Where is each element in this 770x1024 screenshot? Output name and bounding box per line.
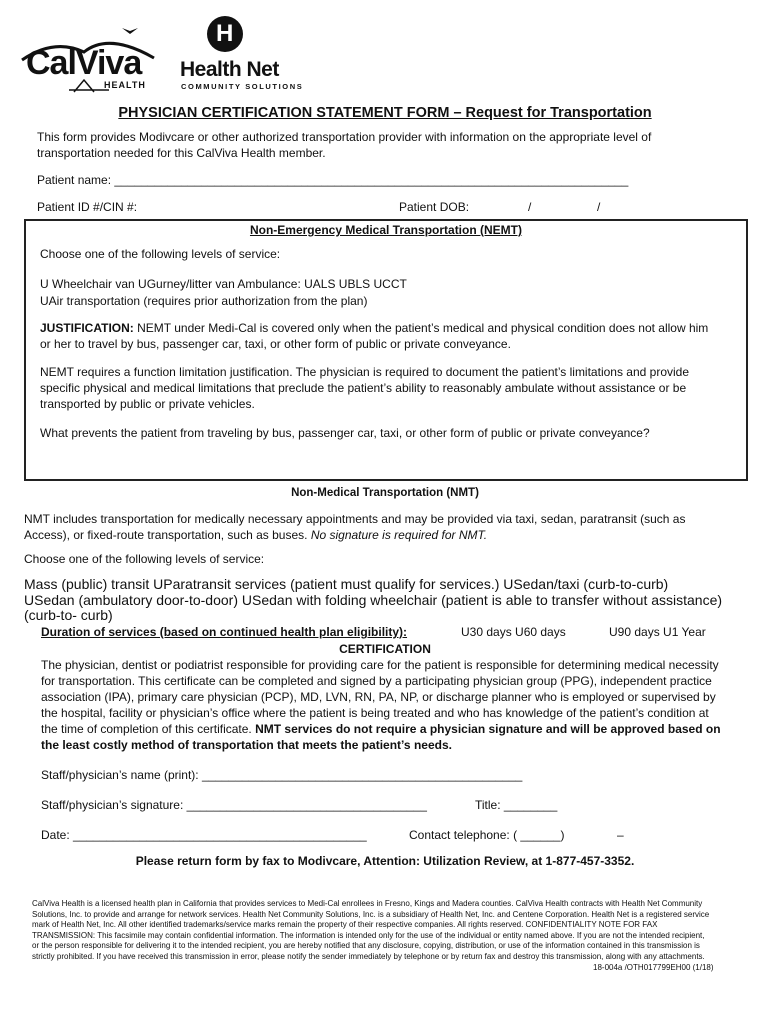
nemt-justification [40, 320, 720, 352]
calviva-health-label: HEALTH [104, 80, 146, 90]
date-field[interactable]: Date: ____________________________________________ [41, 828, 367, 842]
nmt-options-line[interactable]: Mass (public) transit UParatransit services (patient must qualify for services.) USedan/taxi (curb-to-curb) [24, 576, 669, 592]
staff-title-field[interactable]: Title: ________ [475, 798, 558, 812]
justification-text: NEMT under Medi-Cal is covered only when the patient’s medical and physical condition does not allow him or her to travel by bus, passenger car, taxi, or other form of public or private conveyance. [40, 321, 709, 351]
staff-signature-field[interactable]: Staff/physician’s signature: ____________________________________ [41, 798, 427, 812]
nmt-description [24, 511, 734, 543]
healthnet-mark-letter: H [216, 20, 234, 47]
dob-separator: / [597, 200, 601, 214]
nemt-heading: Non-Emergency Medical Transportation (NEMT) [249, 223, 523, 237]
nmt-choose-text: Choose one of the following levels of service: [24, 552, 265, 566]
healthnet-mark-icon [207, 16, 243, 52]
nemt-question: What prevents the patient from traveling by bus, passenger car, taxi, or other form of public or private conveyance? [40, 426, 650, 440]
patient-dob-label: Patient DOB: [399, 200, 470, 214]
nmt-description-text: NMT includes transportation for medically necessary appointments and may be provided via taxi, sedan, paratransit (such as Access), or fixed-route transportation, such as buses. [24, 512, 686, 542]
phone-dash: – [617, 828, 624, 842]
healthnet-subtitle: COMMUNITY SOLUTIONS [181, 82, 304, 91]
nmt-options-line[interactable]: USedan (ambulatory door-to-door) USedan with folding wheelchair (patient is able to transfer without assistance) [24, 592, 723, 608]
patient-name-field[interactable]: Patient name: _____________________________________________________________________________ [37, 173, 629, 187]
certification-bold-note: NMT services do not require a physician signature and will be approved based on the least costly method of transportation that meets the patient’s needs. [41, 722, 721, 752]
certification-heading: CERTIFICATION [339, 642, 431, 656]
nmt-heading: Non-Medical Transportation (NMT) [291, 487, 479, 499]
certification-text [41, 657, 721, 753]
duration-option-short[interactable]: U30 days U60 days [461, 625, 566, 639]
calviva-wordmark: CalViva [26, 44, 142, 82]
duration-option-long[interactable]: U90 days U1 Year [609, 625, 706, 639]
nmt-no-signature-note: No signature is required for NMT. [310, 528, 488, 542]
footer-form-code: 18-004a /OTH017799EH00 (1/18) [593, 963, 714, 972]
nmt-options-line[interactable]: (curb-to- curb) [24, 607, 113, 623]
nemt-option-air[interactable]: UAir transportation (requires prior authorization from the plan) [40, 294, 368, 308]
footer-disclaimer: CalViva Health is a licensed health plan in California that provides services to Medi-Cal enrollees in Fresno, Kings and Madera counties. CalViva Health contracts with Health Net Community Solutions, Inc. to provide and arrange for network services. Health Net Community Solutions, Inc. is a subsidiary of Health Net, Inc. and Centene Corporation. Health Net is a registered service mark of Health Net, Inc. All other identified trademarks/service marks remain the property of their respective companies. All rights reserved. CONFIDENTIALITY NOTE FOR FAX TRANSMISSION: This facsimile may contain confidential information. The information is intended only for the use of the individual or entity named above. If you are not the intended recipient, or the person responsible for delivering it to the intended recipient, you are hereby notified that any disclosure, copying, distribution, or use of the information contained in this transmission is strictly prohibited. If you have received this transmission in error, please notify the sender immediately by telephone or by return fax and destroy this transmission, along with any attachments. [32, 899, 710, 961]
duration-label: Duration of services (based on continued health plan eligibility): [41, 625, 408, 639]
nemt-choose-text: Choose one of the following levels of service: [40, 247, 281, 261]
intro-text: This form provides Modivcare or other authorized transportation provider with information on the appropriate level of transportation needed for this CalViva Health member. [37, 130, 652, 160]
contact-phone-field[interactable]: Contact telephone: ( ______) [409, 828, 565, 842]
dob-separator: / [528, 200, 532, 214]
nemt-option-ground[interactable]: U Wheelchair van UGurney/litter van Ambulance: UALS UBLS UCCT [40, 277, 407, 291]
staff-name-field[interactable]: Staff/physician’s name (print): ________________________________________________ [41, 768, 523, 782]
nemt-requirement-text: NEMT requires a function limitation justification. The physician is required to document the patient’s limitations and provide specific physical and medical limitations that preclude the patient’s ability to reasonably ambulate without assistance or be transported by public or private vehicles. [40, 365, 690, 411]
form-title: PHYSICIAN CERTIFICATION STATEMENT FORM – Request for Transportation [118, 105, 652, 121]
certification-body: The physician, dentist or podiatrist responsible for providing care for the patient is responsible for determining medical necessity for transportation. This certificate can be completed and signed by a participating physician group (PPG), independent practice association (IPA), primary care physician (PCP), MD, LVN, RN, PA, NP, or discharge planner who is employed or supervised by the hospital, facility or physician’s office where the patient is being treated and who has knowledge of the patient’s condition at the time of completion of this certificate. [41, 658, 719, 736]
justification-label: JUSTIFICATION: [40, 321, 134, 335]
healthnet-wordmark: Health Net [180, 58, 279, 81]
return-instructions: Please return form by fax to Modivcare, Attention: Utilization Review, at 1-877-457-3352. [135, 854, 635, 868]
patient-id-field[interactable]: Patient ID #/CIN #: [37, 200, 138, 214]
